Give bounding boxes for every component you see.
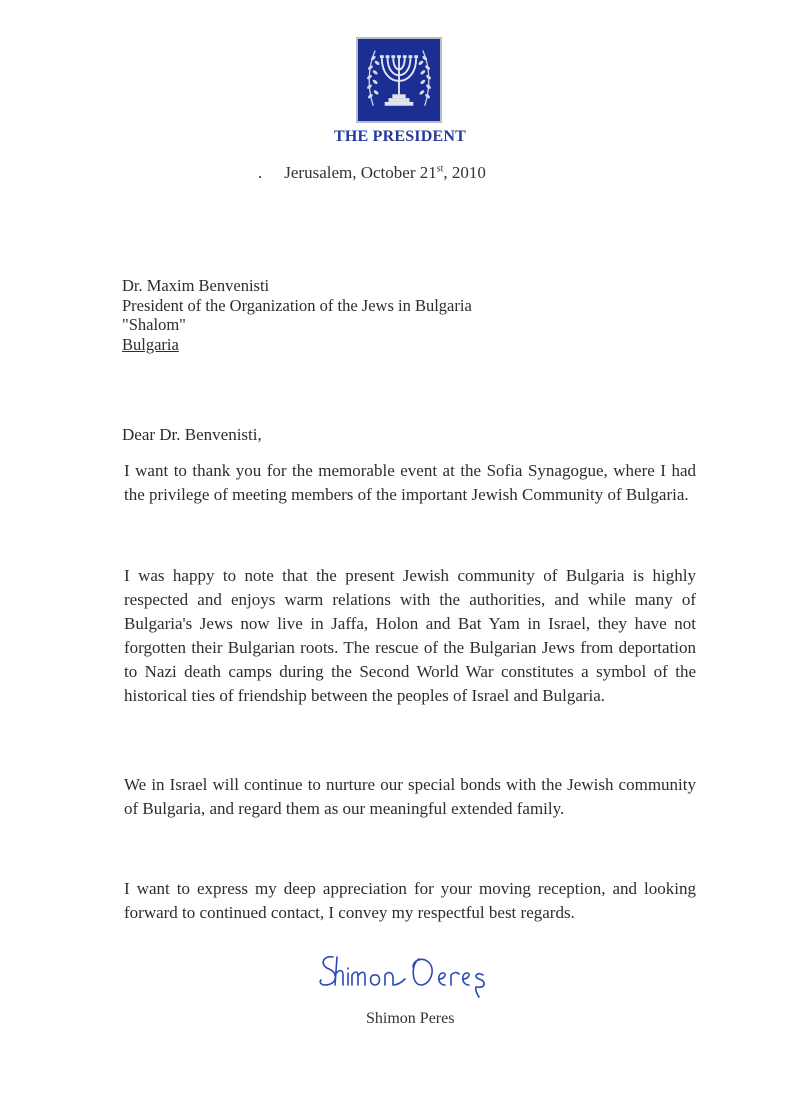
recipient-name: Dr. Maxim Benvenisti — [122, 276, 270, 295]
recipient-position: President of the Organization of the Jews in Bulgaria — [122, 295, 472, 315]
recipient-address — [122, 276, 472, 354]
body-paragraph: I want to thank you for the memorable event at the Sofia Synagogue, where I had the privilege of meeting members of the important Jewish Community of Bulgaria. — [124, 461, 696, 504]
salutation: Dear Dr. Benvenisti, — [122, 425, 262, 444]
dateline-text: Jerusalem, October 21 — [284, 163, 437, 182]
recipient-organization: "Shalom" — [122, 315, 186, 334]
body-paragraph: We in Israel will continue to nurture our special bonds with the Jewish community of Bulgaria, and regard them as our meaningful extended family. — [124, 775, 696, 818]
menorah-emblem-icon — [356, 37, 442, 123]
signer-name: Shimon Peres — [366, 1010, 455, 1027]
letterhead-title: THE PRESIDENT — [334, 128, 466, 145]
dateline-year: , 2010 — [443, 163, 486, 182]
body-paragraph: I was happy to note that the present Jewish community of Bulgaria is highly respected and enjoys warm relations with the authorities, and while many of Bulgaria's Jews now live in Jaffa, Holon and Bat Yam in Israel, they have not forgotten their Bulgarian roots. The rescue of the Bulgarian Jews from deportation to Nazi death camps during the Second World War constitutes a symbol of the historical ties of friendship between the peoples of Israel and Bulgaria. — [124, 566, 696, 705]
handwritten-signature — [315, 945, 515, 1005]
dateline — [258, 163, 486, 183]
body-paragraph: I want to express my deep appreciation for your moving reception, and looking forward to continued contact, I convey my respectful best regards. — [124, 879, 696, 922]
dateline-ordinal: st — [436, 163, 444, 175]
dateline-dot: . — [258, 163, 263, 182]
recipient-country: Bulgaria — [122, 334, 179, 354]
